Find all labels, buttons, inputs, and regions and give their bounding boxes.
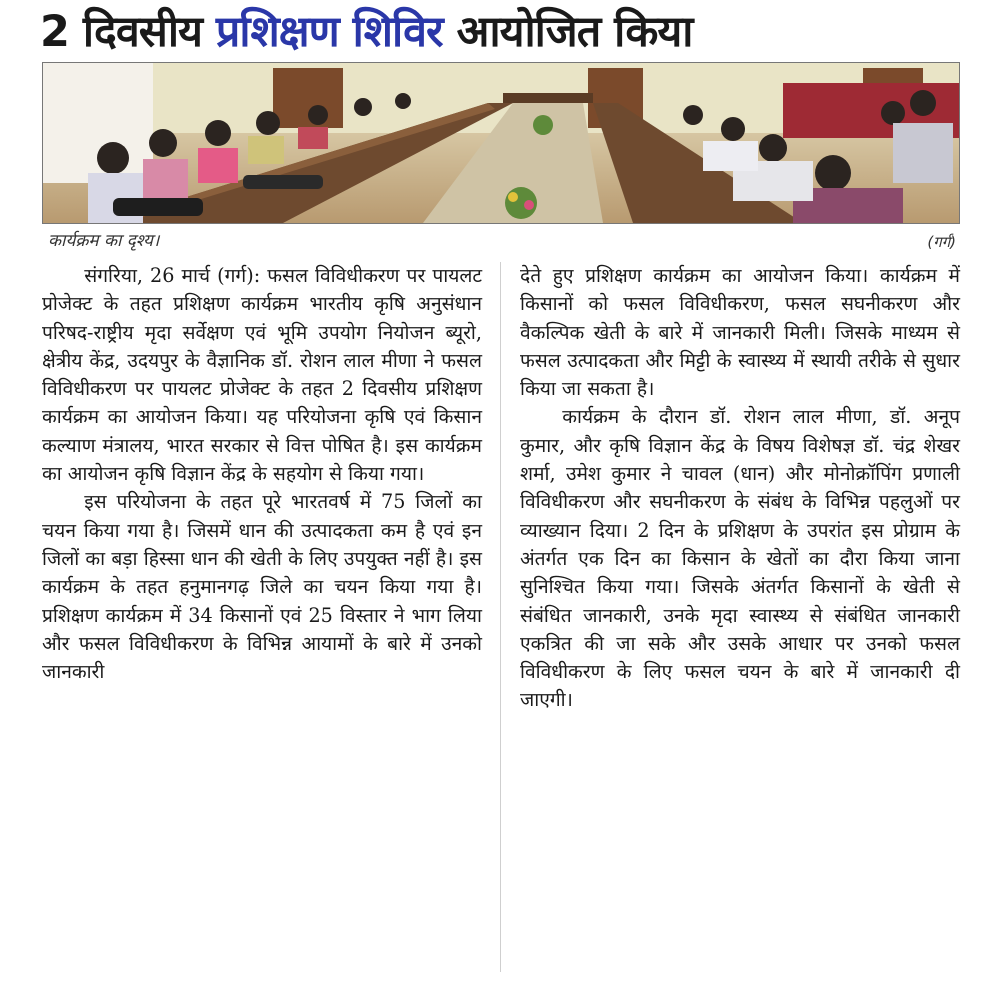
photo-credit: (गर्ग) — [927, 233, 956, 251]
headline-part1: 2 दिवसीय — [40, 7, 202, 57]
column-divider — [500, 262, 501, 972]
article-column-2 — [520, 262, 960, 715]
article-paragraph: देते हुए प्रशिक्षण कार्यक्रम का आयोजन किया। कार्यक्रम में किसानों को फसल विविधीकरण, फसल सघनीकरण और वैकल्पिक खेती के बारे में जानकारी मिली। जिसके माध्यम से फसल उत्पादकता और मिट्टी के स्वास्थ्य में स्थायी तरीके से सुधार किया जा सकता है। — [520, 264, 960, 401]
article-column-1 — [42, 262, 482, 686]
photo-caption: कार्यक्रम का दृश्य। — [48, 231, 160, 251]
headline-highlight: प्रशिक्षण शिविर — [215, 7, 443, 57]
event-photo — [42, 62, 960, 224]
article-paragraph: इस परियोजना के तहत पूरे भारतवर्ष में 75 जिलों का चयन किया गया है। जिसमें धान की उत्पादकता कम है एवं इन जिलों का बड़ा हिस्सा धान की खेती के लिए उपयुक्त नहीं है। इस कार्यक्रम के तहत हनुमानगढ़ जिले का चयन किया गया है। प्रशिक्षण कार्यक्रम में 34 किसानों एवं 25 विस्तार ने भाग लिया और फसल विविधीकरण के विभिन्न आयामों के बारे में उनको जानकारी — [42, 490, 482, 684]
article-paragraph: कार्यक्रम के दौरान डॉ. रोशन लाल मीणा, डॉ. अनूप कुमार, और कृषि विज्ञान केंद्र के विषय विशेषज्ञ डॉ. चंद्र शेखर शर्मा, उमेश कुमार ने चावल (धान) और मोनोक्रॉपिंग प्रणाली विविधीकरण और सघनीकरण के संबंध के विभिन्न पहलुओं पर व्याख्यान दिया। 2 दिन के प्रशिक्षण के उपरांत इस प्रोग्राम के अंतर्गत एक दिन का किसान के खेतों का दौरा किया जाना सुनिश्चित किया गया। जिसके अंतर्गत किसानों के खेती से संबंधित जानकारी, उनके मृदा स्वास्थ्य से संबंधित जानकारी एकत्रित की जा सके और उसके आधार पर उनको फसल विविधीकरण के लिए फसल चयन के बारे में जानकारी दी जाएगी। — [520, 405, 960, 712]
headline — [40, 4, 980, 60]
training-hall-illustration — [43, 63, 959, 223]
article-paragraph: संगरिया, 26 मार्च (गर्ग): फसल विविधीकरण पर पायलट प्रोजेक्ट के तहत प्रशिक्षण कार्यक्रम भारतीय कृषि अनुसंधान परिषद-राष्ट्रीय मृदा सर्वेक्षण एवं भूमि उपयोग नियोजन ब्यूरो, क्षेत्रीय केंद्र, उदयपुर के वैज्ञानिक डॉ. रोशन लाल मीणा ने फसल विविधीकरण पर पायलट प्रोजेक्ट के तहत 2 दिवसीय प्रशिक्षण कार्यक्रम का आयोजन किया। यह परियोजना कृषि एवं किसान कल्याण मंत्रालय, भारत सरकार से वित्त पोषित है। इस कार्यक्रम का आयोजन कृषि विज्ञान केंद्र के सहयोग से किया गया। — [42, 264, 482, 486]
headline-part2: आयोजित किया — [456, 7, 693, 57]
